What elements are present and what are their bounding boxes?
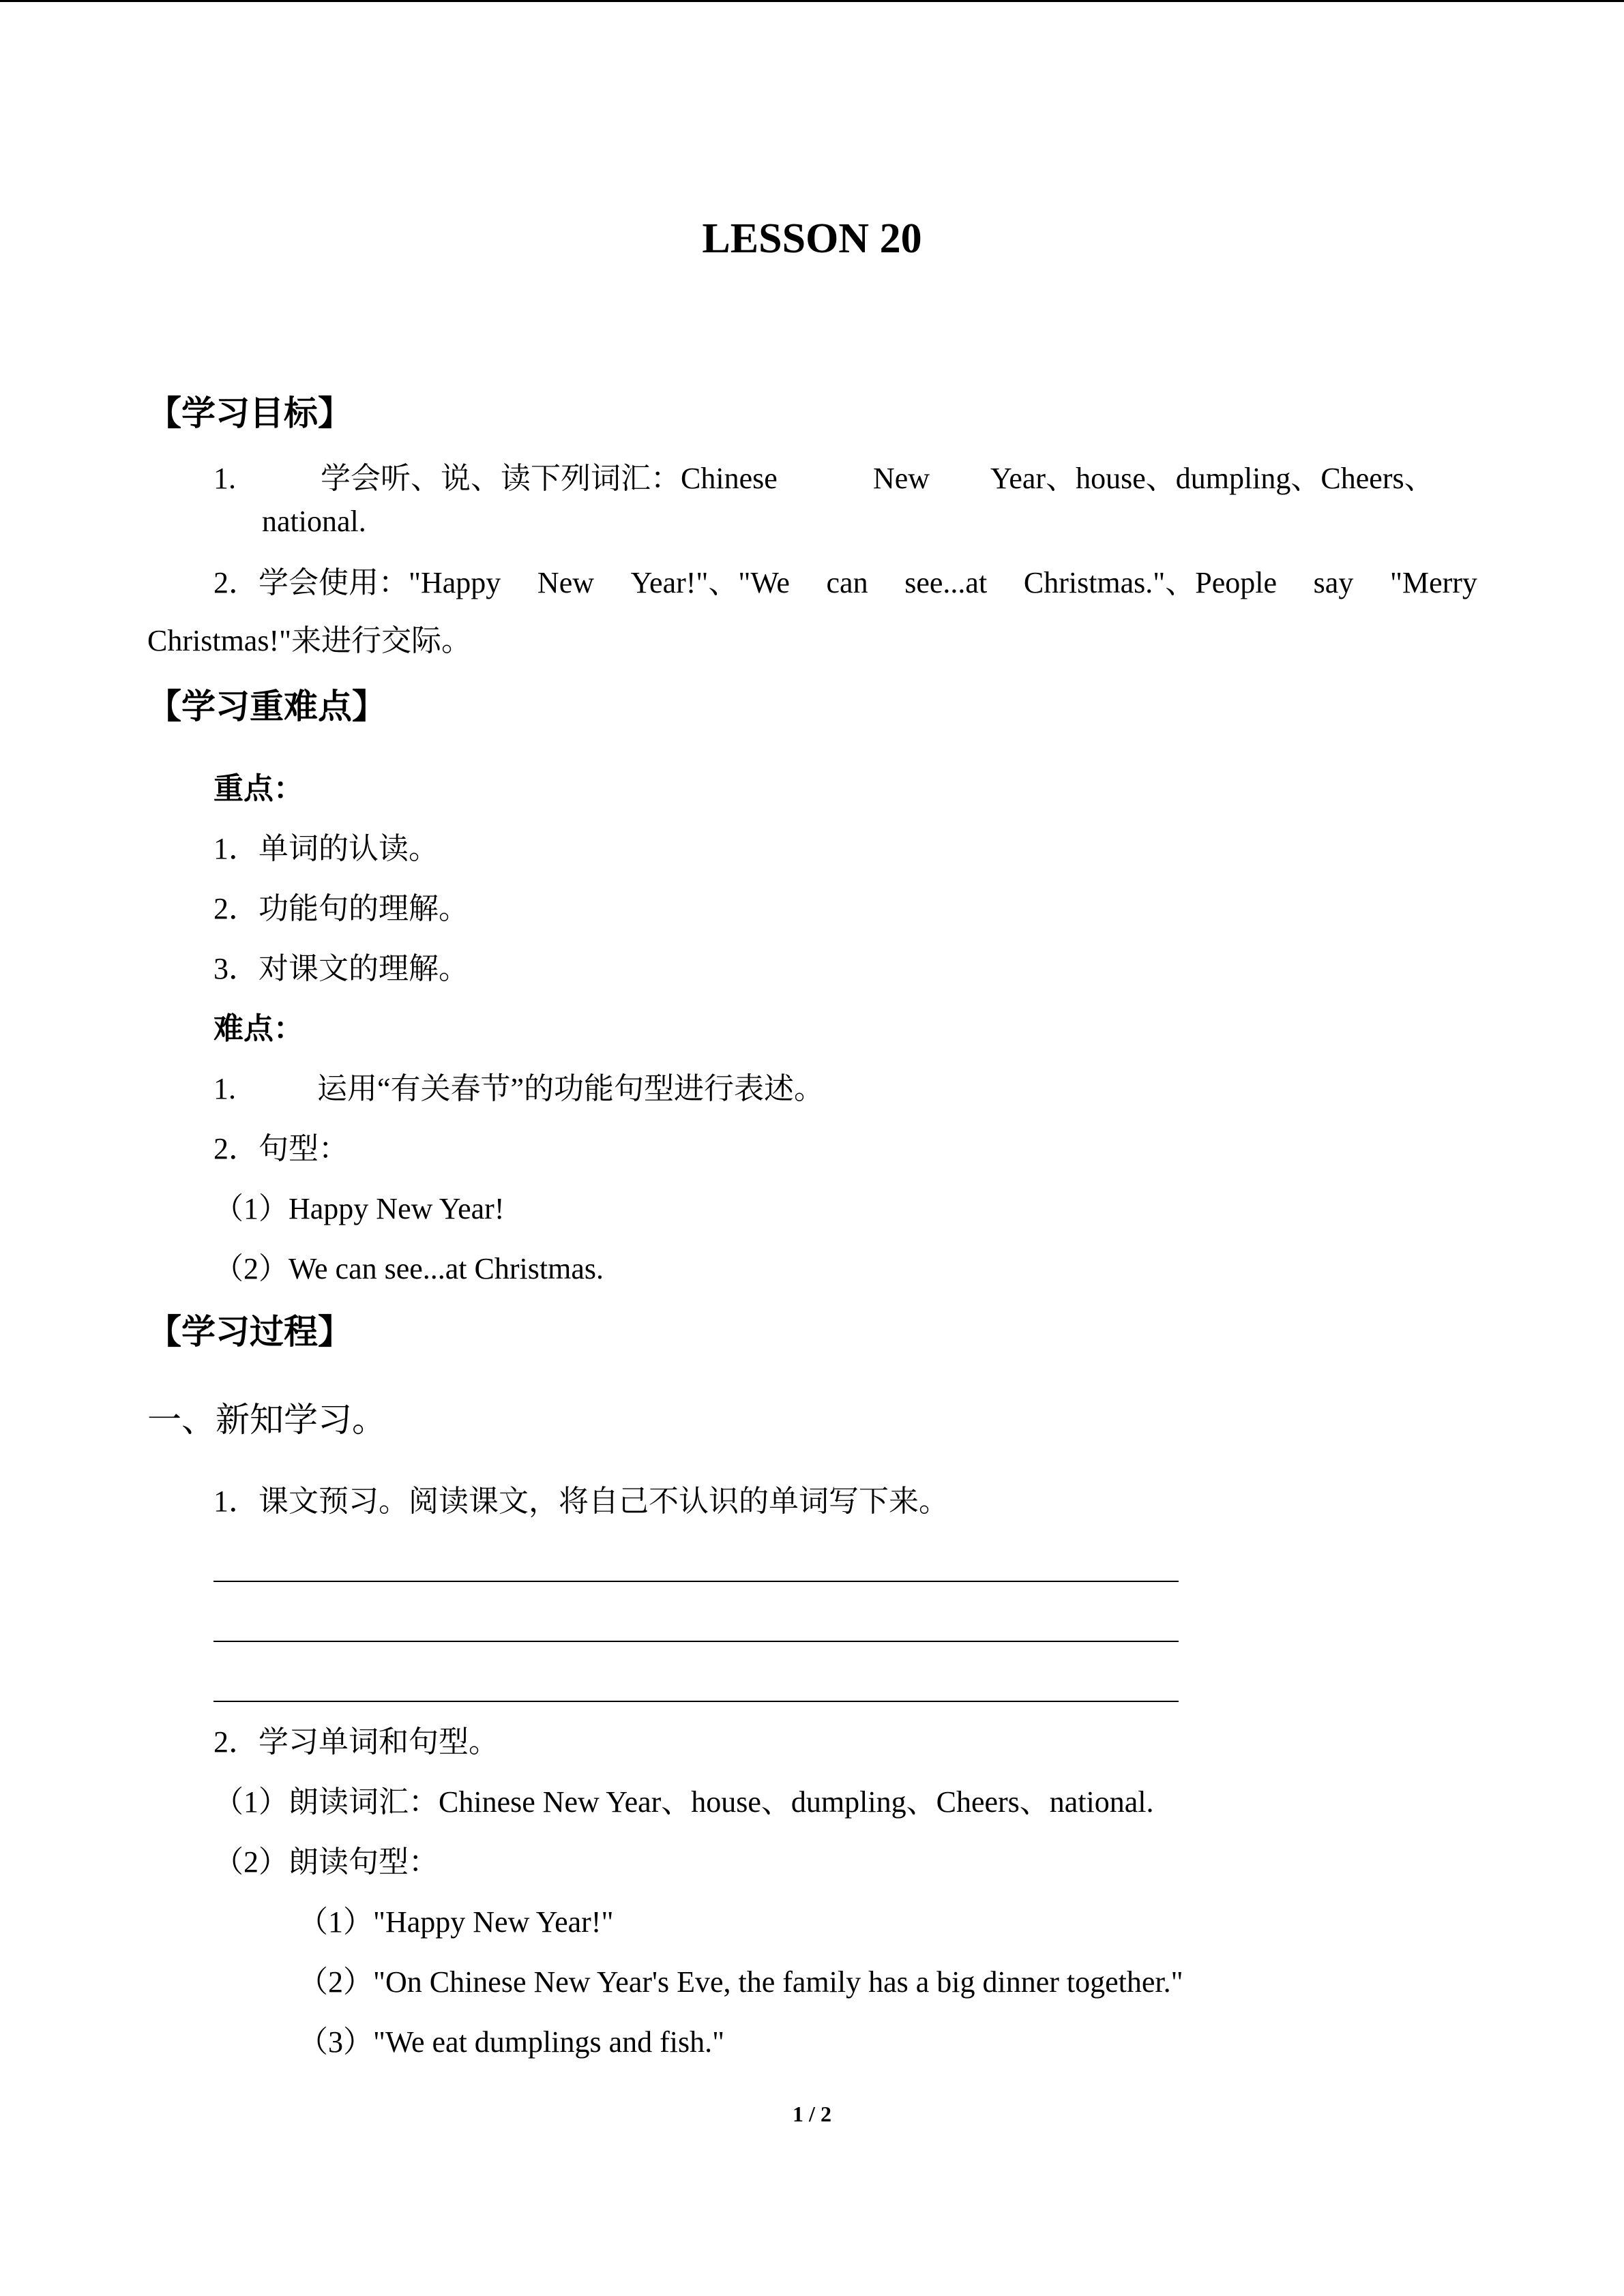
focus-item: 3．对课文的理解。: [213, 952, 469, 985]
difficulty-label: 难点：: [213, 1012, 304, 1045]
difficulty-1-text: 运用“有关春节”的功能句型进行表述。: [317, 1072, 825, 1105]
read-sentences-label: （2）朗读句型：: [213, 1845, 439, 1879]
page-number: 1 / 2: [793, 2102, 831, 2126]
objective-2-word: see...at: [904, 566, 988, 599]
pattern-item: （1）Happy New Year!: [213, 1192, 505, 1225]
key-points-heading: 【学习重难点】: [147, 687, 386, 726]
step-2: 2．学习单词和句型。: [213, 1725, 499, 1759]
sentence-item: （3）"We eat dumplings and fish.": [298, 2025, 725, 2059]
objective-2-word: say: [1313, 566, 1354, 599]
objective-2-line: [213, 563, 1477, 603]
objective-2-word: Year!"、"We: [630, 566, 790, 599]
focus-item: 2．功能句的理解。: [213, 892, 469, 925]
objective-2-word: Christmas."、People: [1023, 566, 1278, 599]
focus-label: 重点：: [213, 772, 304, 805]
objectives-heading: 【学习目标】: [147, 393, 352, 433]
answer-blank-line[interactable]: [213, 1701, 1179, 1702]
pattern-item: （2）We can see...at Christmas.: [213, 1252, 604, 1285]
objective-1-text-c: Year、house、dumpling、Cheers、: [990, 462, 1434, 495]
focus-item: 1．单词的认读。: [213, 832, 439, 865]
process-heading: 【学习过程】: [147, 1312, 352, 1352]
part-one-heading: 一、新知学习。: [147, 1400, 386, 1440]
objective-2-word: 2．学会使用："Happy: [213, 566, 501, 599]
objective-2-word: "Merry: [1389, 566, 1477, 599]
answer-blank-line[interactable]: [213, 1641, 1179, 1642]
objective-2-continuation: Christmas!"来进行交际。: [147, 624, 472, 657]
difficulty-2: 2．句型：: [213, 1132, 349, 1165]
top-border: [0, 0, 1624, 2]
sentence-item: （1）"Happy New Year!": [298, 1905, 614, 1939]
objective-1-text-b: New: [873, 462, 930, 495]
difficulty-1-number: 1.: [213, 1072, 236, 1105]
objective-1-number: 1.: [213, 462, 236, 495]
objective-2-word: can: [826, 566, 868, 599]
step-1: 1．课文预习。阅读课文，将自己不认识的单词写下来。: [213, 1485, 949, 1518]
objective-1-text-a: 学会听、说、读下列词汇：Chinese: [321, 462, 778, 495]
objective-2-word: New: [537, 566, 595, 599]
sentence-item: （2）"On Chinese New Year's Eve, the family has a big dinner together.": [298, 1965, 1183, 1999]
document-title: LESSON 20: [702, 215, 922, 262]
answer-blank-line[interactable]: [213, 1581, 1179, 1582]
read-vocabulary: （1）朗读词汇：Chinese New Year、house、dumpling、Cheers、national.: [213, 1785, 1154, 1819]
objective-1-text-d: national.: [262, 505, 366, 538]
